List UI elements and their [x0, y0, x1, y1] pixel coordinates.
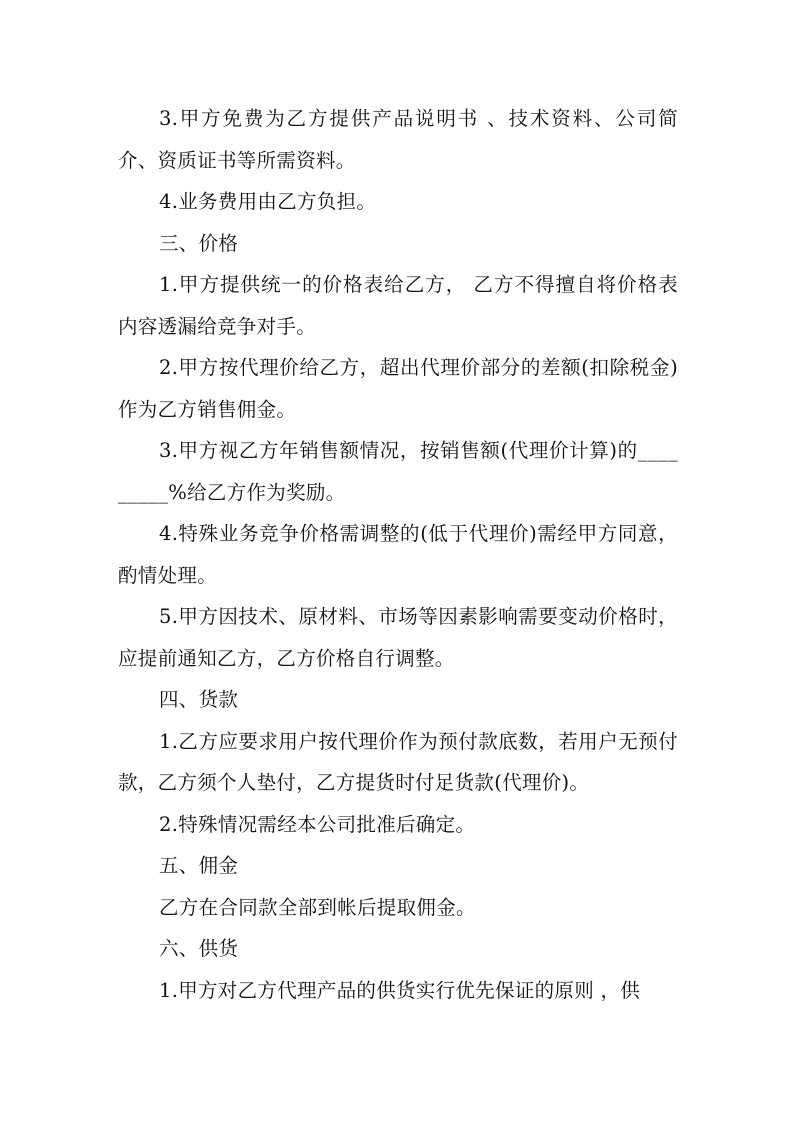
- clause-3-3-reward: 3.甲方视乙方年销售额情况，按销售额(代理价计算)的_________%给乙方作为奖励。: [118, 439, 678, 504]
- clause-4-1-prepayment: 1.乙方应要求用户按代理价作为预付款底数，若用户无预付款，乙方须个人垫付，乙方提货时付足货款(代理价)。: [118, 729, 678, 794]
- clause-3-5-price-change: 5.甲方因技术、原材料、市场等因素影响需要变动价格时，应提前通知乙方，乙方价格自行调整。: [118, 605, 678, 670]
- clause-5-commission: 乙方在合同款全部到帐后提取佣金。: [159, 895, 476, 919]
- clause-3-4-special-pricing: 4.特殊业务竞争价格需调整的(低于代理价)需经甲方同意，酌情处理。: [118, 522, 678, 587]
- section-heading-supply: 六、供货: [159, 937, 239, 960]
- section-heading-price: 三、价格: [159, 231, 239, 255]
- clause-2-4-expenses: 4.业务费用由乙方负担。: [159, 190, 377, 213]
- clause-6-1-supply-priority: 1.甲方对乙方代理产品的供货实行优先保证的原则 ，供: [159, 978, 641, 1002]
- clause-3-2-agent-price: 2.甲方按代理价给乙方，超出代理价部分的差额(扣除税金)作为乙方销售佣金。: [118, 356, 678, 421]
- clause-2-3-materials: 3.甲方免费为乙方提供产品说明书 、技术资料、公司简介、资质证书等所需资料。: [118, 107, 678, 172]
- section-heading-commission: 五、佣金: [159, 854, 239, 877]
- document-body: [118, 98, 678, 1011]
- clause-4-2-special-cases: 2.特殊情况需经本公司批准后确定。: [159, 812, 476, 836]
- section-heading-payment: 四、货款: [159, 688, 239, 711]
- clause-3-1-price-list: 1.甲方提供统一的价格表给乙方， 乙方不得擅自将价格表内容透漏给竞争对手。: [118, 273, 678, 338]
